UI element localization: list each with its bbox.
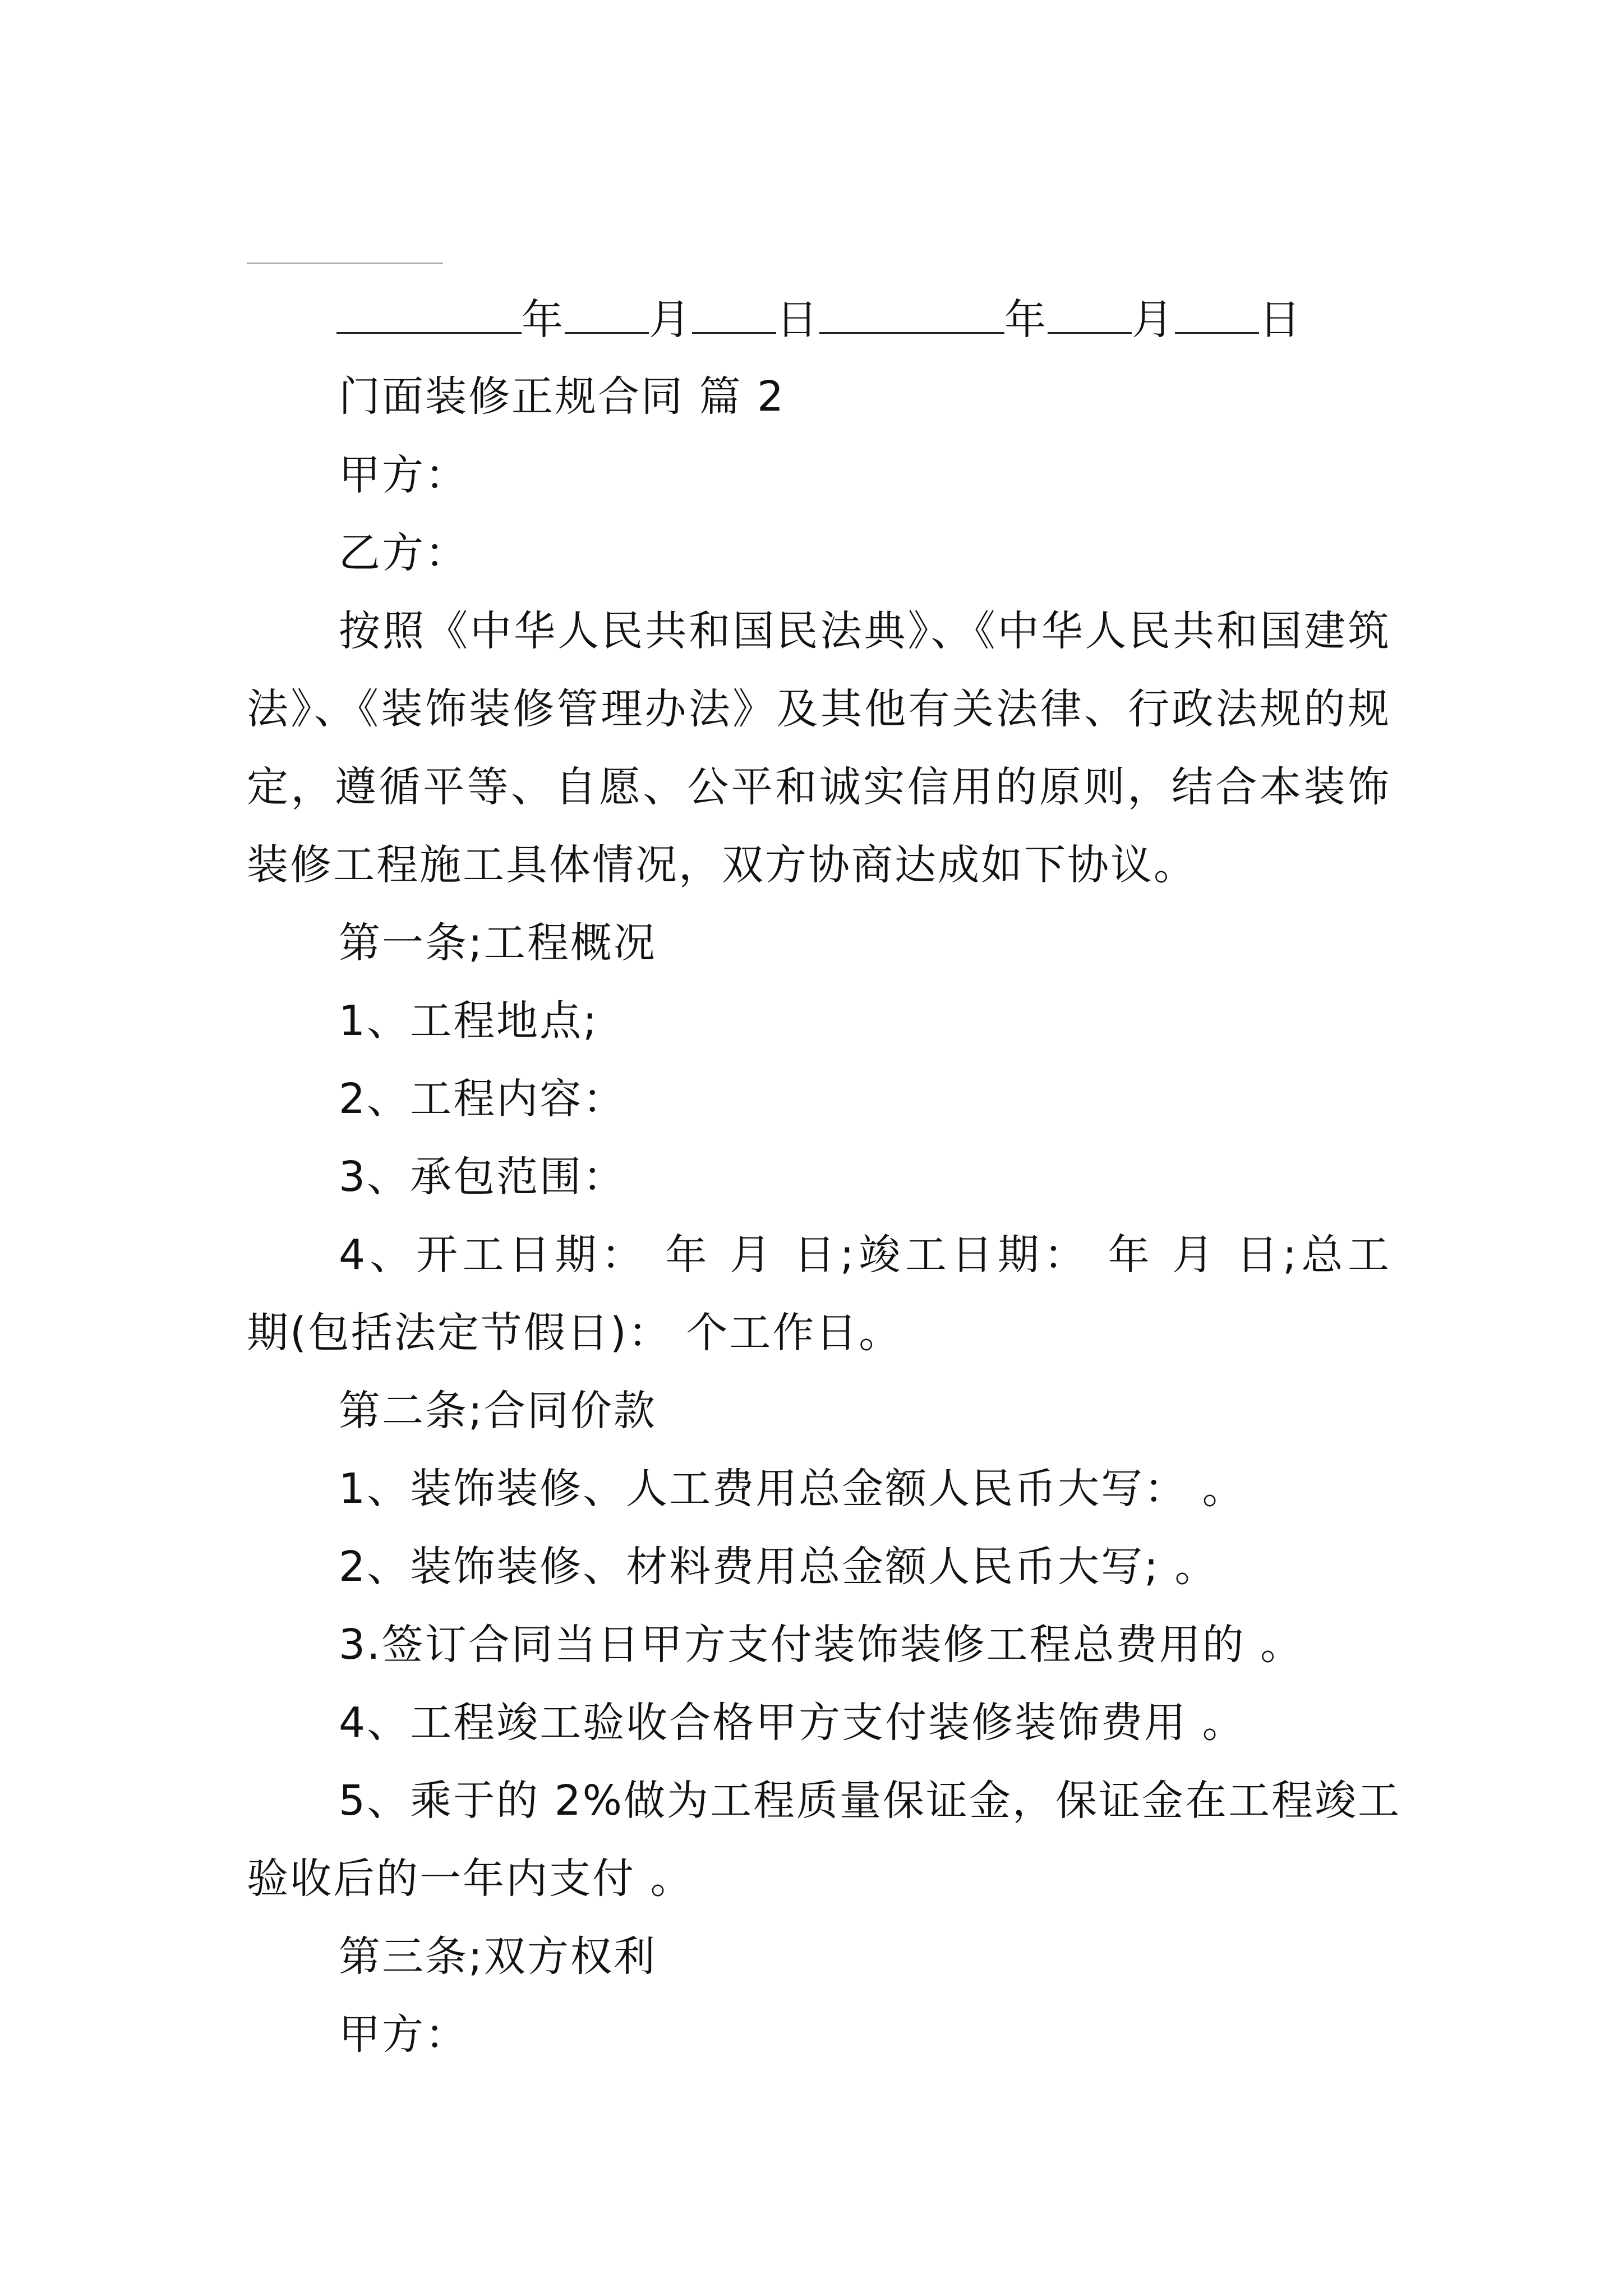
article-2-item-5-line-1: 5、乘于的 2%做为工程质量保证金，保证金在工程竣工	[339, 1777, 1401, 1825]
article-1-item-2: 2、工程内容：	[339, 1075, 626, 1123]
month-label-1: 月	[649, 296, 692, 344]
party-a-label: 甲方：	[339, 451, 468, 499]
article-3-heading: 第三条;双方权利	[339, 1932, 657, 1981]
party-b-label: 乙方：	[339, 529, 468, 577]
article-3-party-a: 甲方：	[339, 2010, 468, 2059]
day-blank-1	[692, 293, 776, 334]
day-label-1: 日	[776, 296, 819, 344]
preamble-line-3: 定，遵循平等、自愿、公平和诚实信用的原则，结合本装饰	[247, 763, 1391, 811]
article-1-item-3: 3、承包范围：	[339, 1153, 626, 1201]
section-title: 门面装修正规合同 篇 2	[339, 372, 786, 421]
article-2-item-1: 1、装饰装修、人工费用总金额人民币大写： 。	[339, 1465, 1246, 1513]
article-2-item-4: 4、工程竣工验收合格甲方支付装修装饰费用 。	[339, 1699, 1246, 1747]
article-2-item-2: 2、装饰装修、材料费用总金额人民币大写; 。	[339, 1543, 1218, 1591]
article-1-heading: 第一条;工程概况	[339, 919, 657, 967]
article-2-item-3: 3.签订合同当日甲方支付装饰装修工程总费用的 。	[339, 1621, 1304, 1669]
year-label-2: 年	[1004, 296, 1048, 344]
signature-date-line	[336, 292, 1302, 348]
article-2-heading: 第二条;合同价款	[339, 1387, 657, 1435]
year-label-1: 年	[522, 296, 565, 344]
preamble-line-2: 法》、《装饰装修管理办法》及其他有关法律、行政法规的规	[247, 685, 1391, 733]
preamble-line-1: 按照《中华人民共和国民法典》、《中华人民共和国建筑	[339, 607, 1391, 655]
article-1-item-4-line-1: 4、开工日期： 年 月 日;竣工日期： 年 月 日;总工	[339, 1231, 1391, 1279]
day-blank-2	[1175, 293, 1259, 334]
month-blank-1	[565, 293, 649, 334]
day-label-2: 日	[1259, 296, 1302, 344]
month-label-2: 月	[1132, 296, 1175, 344]
year-blank-2	[819, 293, 1004, 334]
article-1-item-1: 1、工程地点;	[339, 997, 599, 1045]
article-1-item-4-line-2: 期(包括法定节假日)： 个工作日。	[247, 1309, 902, 1357]
article-2-item-5-line-2: 验收后的一年内支付 。	[247, 1855, 694, 1903]
year-blank-1	[336, 293, 522, 334]
top-divider	[247, 263, 443, 264]
month-blank-2	[1048, 293, 1132, 334]
preamble-line-4: 装修工程施工具体情况，双方协商达成如下协议。	[247, 841, 1197, 889]
